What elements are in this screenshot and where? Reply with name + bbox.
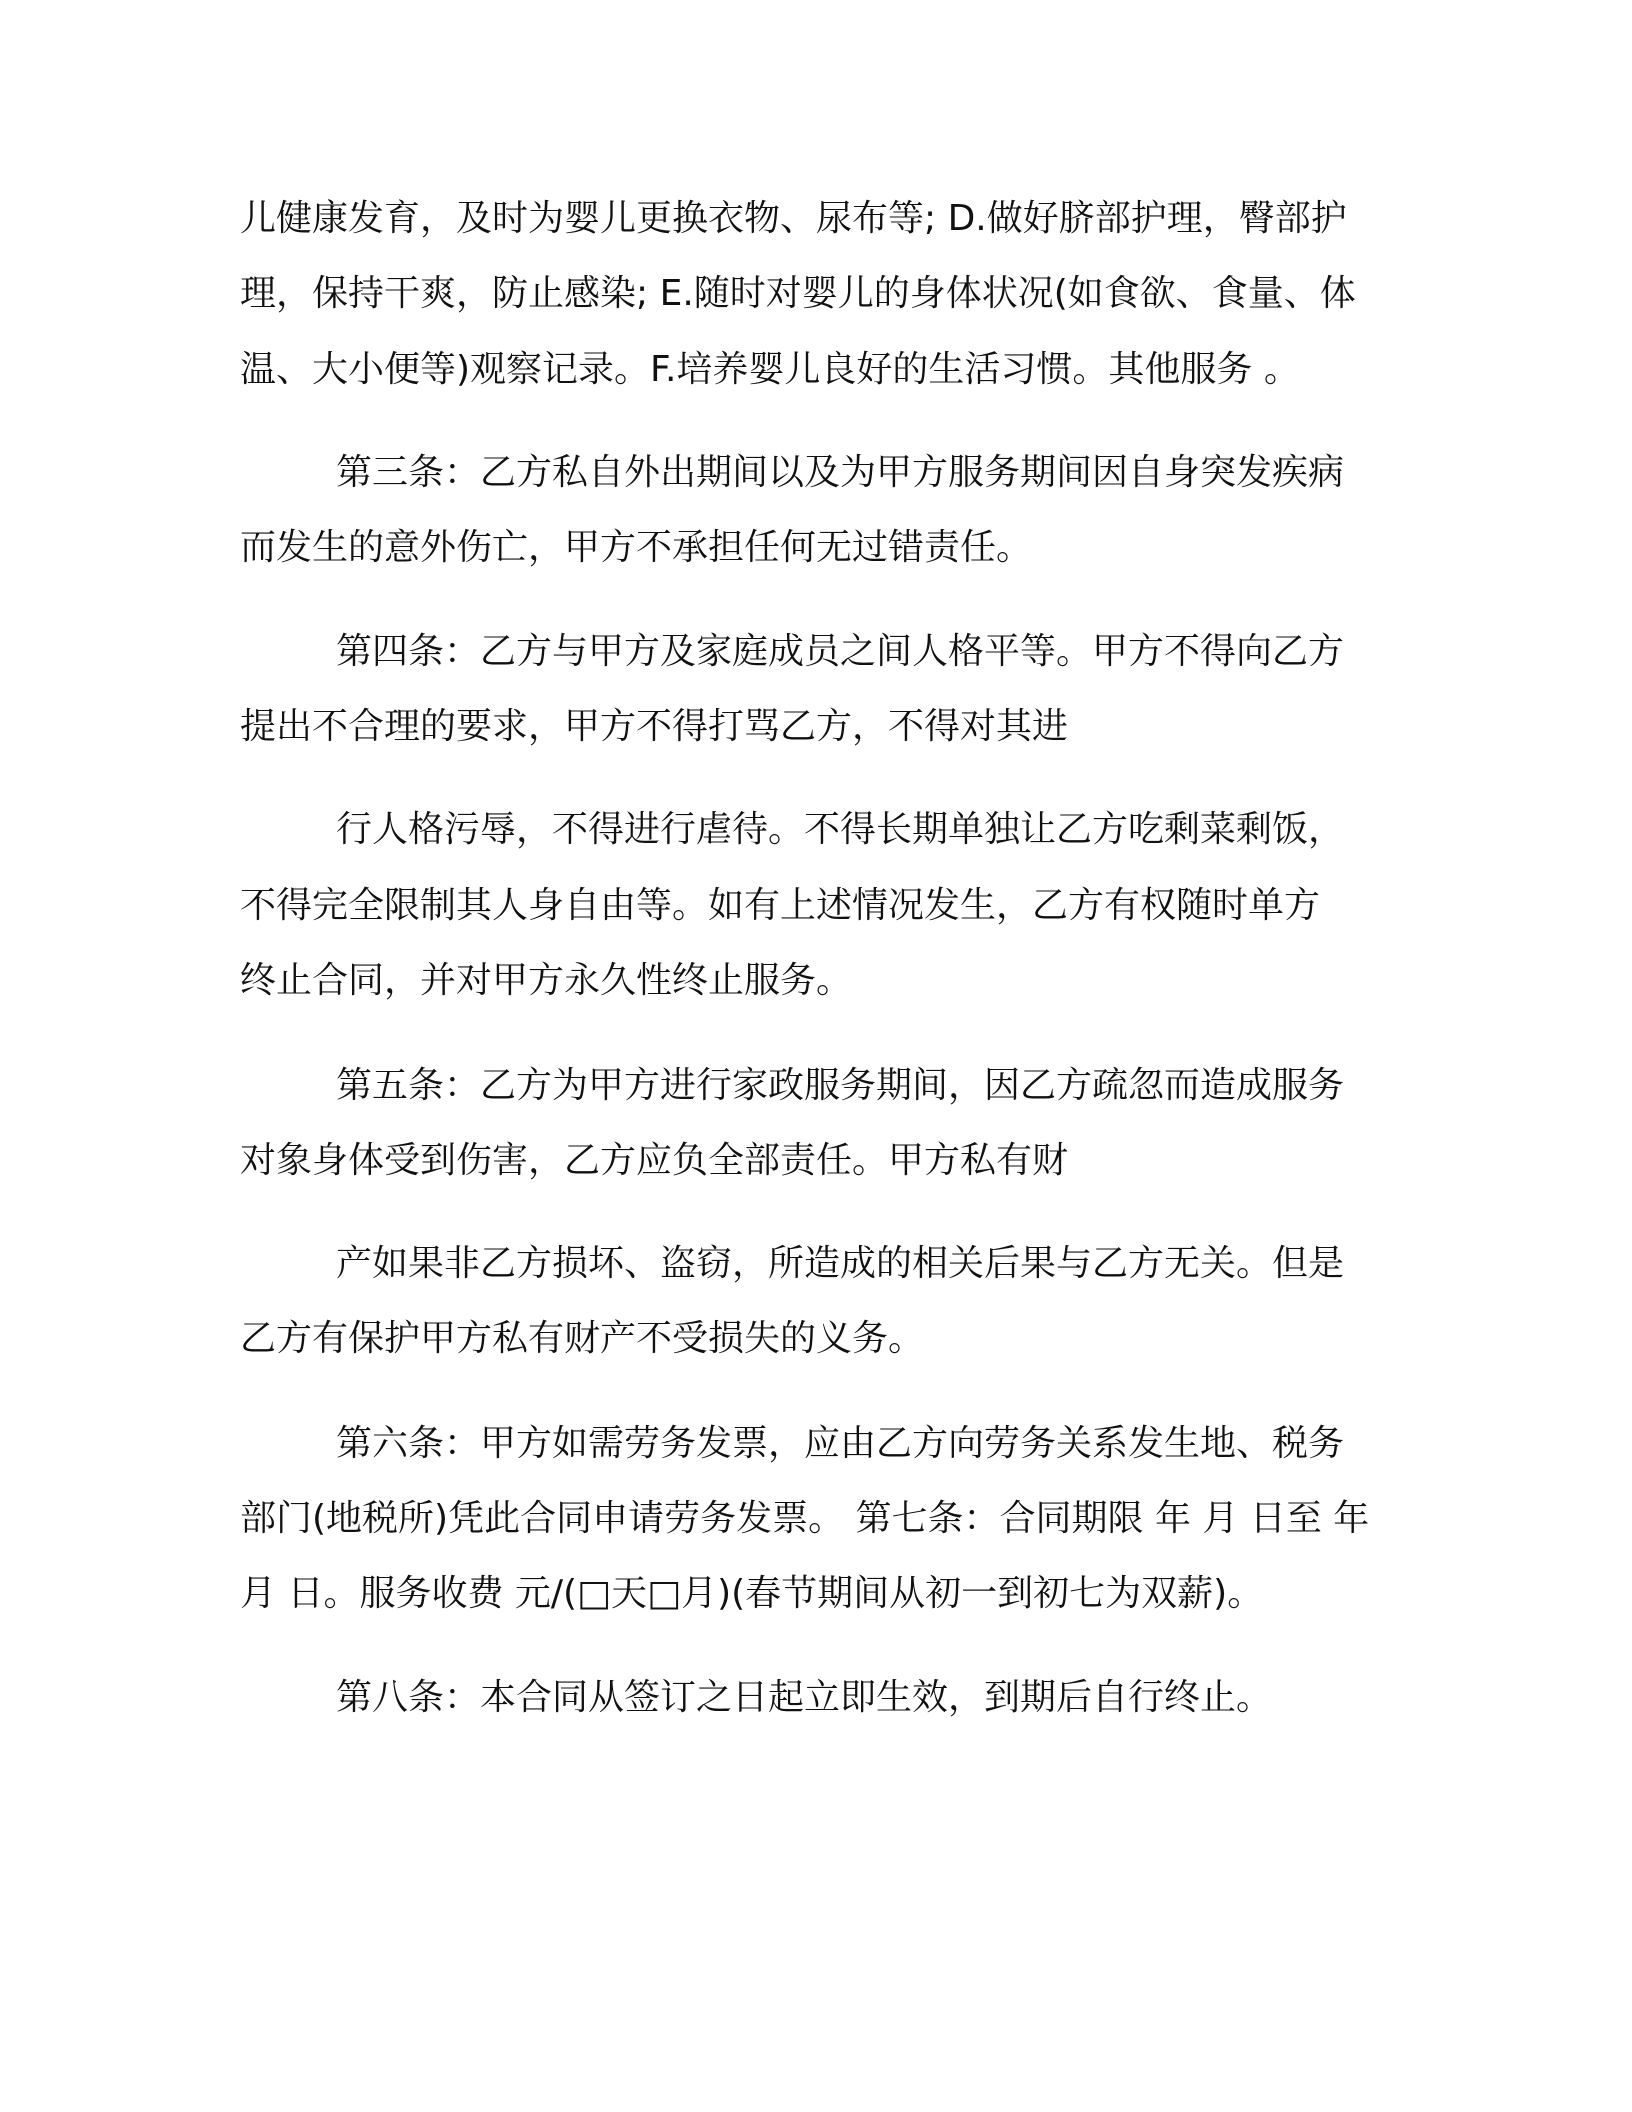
text-line: 儿健康发育，及时为婴儿更换衣物、尿布等; D.做好脐部护理，臀部护 xyxy=(240,198,1347,239)
text-line: 对象身体受到伤害，乙方应负全部责任。甲方私有财 xyxy=(240,1140,1069,1181)
clause-4-line: 第四条：乙方与甲方及家庭成员之间人格平等。甲方不得向乙方 xyxy=(336,631,1345,672)
text-line: 产如果非乙方损坏、盗窃，所造成的相关后果与乙方无关。但是 xyxy=(336,1243,1345,1284)
text-line: 乙方有保护甲方私有财产不受损失的义务。 xyxy=(240,1318,925,1359)
clause-3-line: 第三条：乙方私自外出期间以及为甲方服务期间因自身突发疾病 xyxy=(336,452,1345,493)
clause-8-line: 第八条：本合同从签订之日起立即生效，到期后自行终止。 xyxy=(336,1677,1273,1718)
text-line: 部门(地税所)凭此合同申请劳务发票。 第七条：合同期限 年 月 日至 年 xyxy=(240,1498,1370,1539)
clause-6-line: 第六条：甲方如需劳务发票，应由乙方向劳务关系发生地、税务 xyxy=(336,1423,1345,1464)
text-line: 终止合同，并对甲方永久性终止服务。 xyxy=(240,960,853,1001)
text-line: 不得完全限制其人身自由等。如有上述情况发生，乙方有权随时单方 xyxy=(240,885,1321,926)
text-line: 温、大小便等)观察记录。F.培养婴儿良好的生活习惯。其他服务 。 xyxy=(240,349,1300,390)
text-line: 月 日。服务收费 元/(□天□月)(春节期间从初一到初七为双薪)。 xyxy=(240,1573,1264,1614)
text-line: 而发生的意外伤亡，甲方不承担任何无过错责任。 xyxy=(240,527,1033,568)
text-line: 行人格污辱，不得进行虐待。不得长期单独让乙方吃剩菜剩饭， xyxy=(336,809,1345,850)
text-line: 提出不合理的要求，甲方不得打骂乙方，不得对其进 xyxy=(240,706,1069,747)
text-line: 理，保持干爽，防止感染; E.随时对婴儿的身体状况(如食欲、食量、体 xyxy=(240,273,1356,314)
clause-5-line: 第五条：乙方为甲方进行家政服务期间，因乙方疏忽而造成服务 xyxy=(336,1065,1345,1106)
